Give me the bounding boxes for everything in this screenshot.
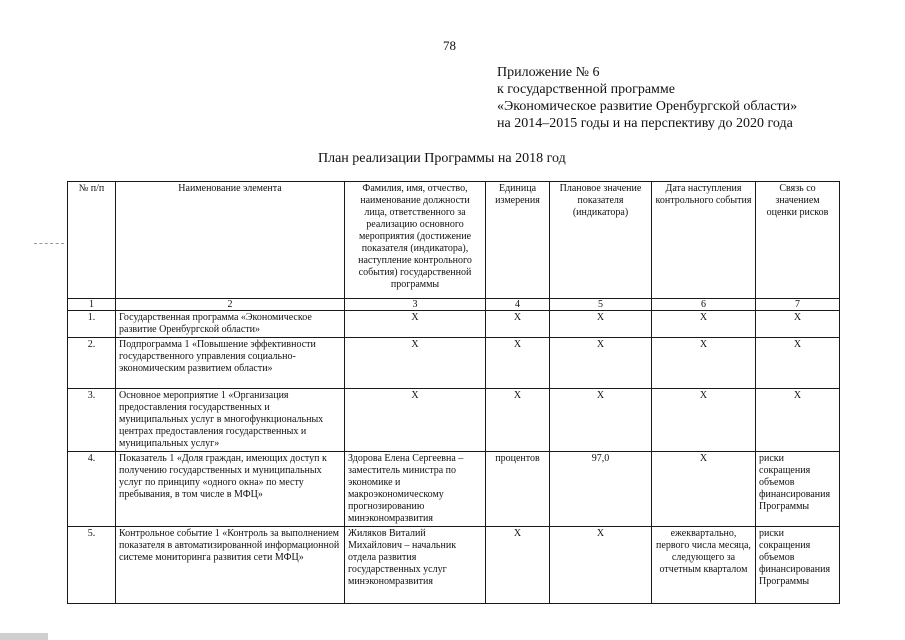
margin-mark: [34, 243, 64, 244]
appendix-line: Приложение № 6: [497, 65, 600, 80]
row-number: 3.: [68, 389, 116, 452]
risk-link: риски сокращения объемов финансирования Программы: [756, 452, 840, 527]
column-number: 4: [486, 299, 550, 311]
unit-of-measure: Х: [486, 389, 550, 452]
element-name: Показатель 1 «Доля граждан, имеющих доступ к получению государственных и муниципальных услуг по принципу «одного окна» по месту пребывания, в том числе в МФЦ»: [116, 452, 345, 527]
column-number: 7: [756, 299, 840, 311]
responsible-person: Х: [345, 389, 486, 452]
header-cell-name: Наименование элемента: [116, 182, 345, 299]
appendix-line: к государственной программе: [497, 82, 675, 97]
event-date: Х: [652, 452, 756, 527]
scan-edge-mark: [0, 633, 48, 640]
unit-of-measure: Х: [486, 527, 550, 604]
plan-value: 97,0: [550, 452, 652, 527]
table-row: [68, 389, 840, 452]
header-cell-number: № п/п: [68, 182, 116, 299]
row-number: 1.: [68, 311, 116, 338]
risk-link: Х: [756, 311, 840, 338]
column-number: 1: [68, 299, 116, 311]
element-name: Основное мероприятие 1 «Организация предоставления государственных и муниципальных услуг в многофункциональных центрах предоставления государственных и муниципальных услуг»: [116, 389, 345, 452]
unit-of-measure: Х: [486, 311, 550, 338]
column-number-row: [68, 299, 840, 311]
document-title: План реализации Программы на 2018 год: [318, 151, 566, 166]
column-number: 5: [550, 299, 652, 311]
element-name: Подпрограмма 1 «Повышение эффективности государственного управления социально-экономическим развитием области»: [116, 338, 345, 389]
header-cell-plan-value: Плановое значение показателя (индикатора): [550, 182, 652, 299]
column-number: 6: [652, 299, 756, 311]
appendix-line: «Экономическое развитие Оренбургской области»: [497, 99, 798, 114]
unit-of-measure: Х: [486, 338, 550, 389]
responsible-person: Жилякoв Виталий Михайлович – начальник отдела развития государственных услуг минэкономразвития: [345, 527, 486, 604]
element-name: Контрольное событие 1 «Контроль за выполнением показателя в автоматизированной информационной системе мониторинга развития сети МФЦ»: [116, 527, 345, 604]
appendix-line: на 2014–2015 годы и на перспективу до 2020 года: [497, 116, 793, 131]
header-cell-risk: Связь со значением оценки рисков: [756, 182, 840, 299]
event-date: ежеквартально, первого числа месяца, следующего за отчетным кварталом: [652, 527, 756, 604]
header-cell-unit: Единица измерения: [486, 182, 550, 299]
header-cell-responsible: Фамилия, имя, отчество, наименование должности лица, ответственного за реализацию основного мероприятия (достижение показателя (индикатора), наступление контрольного события) государственной программы: [345, 182, 486, 299]
column-number: 2: [116, 299, 345, 311]
column-number: 3: [345, 299, 486, 311]
unit-of-measure: процентов: [486, 452, 550, 527]
table-row: [68, 338, 840, 389]
header-cell-date: Дата наступления контрольного события: [652, 182, 756, 299]
plan-table: [67, 181, 840, 604]
row-number: 2.: [68, 338, 116, 389]
element-name: Государственная программа «Экономическое развитие Оренбургской области»: [116, 311, 345, 338]
page-number: 78: [443, 38, 456, 53]
row-number: 5.: [68, 527, 116, 604]
risk-link: риски сокращения объемов финансирования Программы: [756, 527, 840, 604]
plan-value: Х: [550, 527, 652, 604]
responsible-person: Х: [345, 311, 486, 338]
plan-value: Х: [550, 311, 652, 338]
event-date: Х: [652, 311, 756, 338]
plan-value: Х: [550, 338, 652, 389]
risk-link: Х: [756, 389, 840, 452]
plan-value: Х: [550, 389, 652, 452]
table-row: [68, 527, 840, 604]
appendix-header: [497, 64, 797, 132]
row-number: 4.: [68, 452, 116, 527]
risk-link: Х: [756, 338, 840, 389]
responsible-person: Х: [345, 338, 486, 389]
event-date: Х: [652, 338, 756, 389]
table-row: [68, 311, 840, 338]
table-row: [68, 452, 840, 527]
event-date: Х: [652, 389, 756, 452]
table-header-row: [68, 182, 840, 299]
responsible-person: Здорова Елена Сергеевна – заместитель министра по экономике и макроэкономическому прогнозированию минэкономразвития: [345, 452, 486, 527]
